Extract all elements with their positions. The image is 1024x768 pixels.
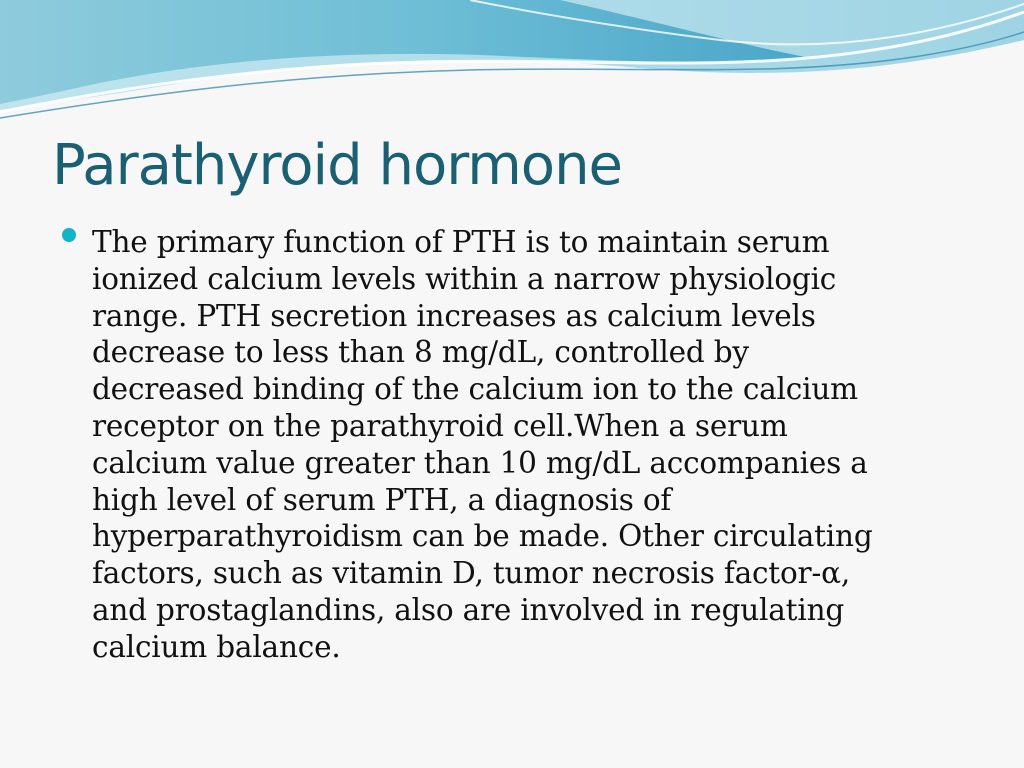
header-wave-decoration <box>0 0 1024 130</box>
bullet-text-line: high level of serum PTH, a diagnosis of <box>92 482 672 517</box>
bullet-icon <box>62 228 76 242</box>
bullet-text-line: range. PTH secretion increases as calcium levels <box>92 298 816 333</box>
bullet-text-line: ionized calcium levels within a narrow physiologic <box>92 261 837 296</box>
bullet-text-line: The primary function of PTH is to maintain serum <box>92 225 830 259</box>
bullet-text-line: factors, such as vitamin D, tumor necrosis factor-α, <box>92 556 851 591</box>
slide-title: Parathyroid hormone <box>52 133 623 198</box>
bullet-text <box>92 224 972 666</box>
bullet-text-line: hyperparathyroidism can be made. Other circulating <box>92 519 873 554</box>
bullet-text-line: decrease to less than 8 mg/dL, controlled by <box>92 335 749 370</box>
bullet-text-line: receptor on the parathyroid cell.When a serum <box>92 408 788 443</box>
bullet-text-line: calcium value greater than 10 mg/dL accompanies a <box>92 445 868 480</box>
bullet-text-line: and prostaglandins, also are involved in regulating <box>92 592 845 627</box>
bullet-text-line: decreased binding of the calcium ion to the calcium <box>92 372 858 407</box>
bullet-text-line: calcium balance. <box>92 629 341 664</box>
